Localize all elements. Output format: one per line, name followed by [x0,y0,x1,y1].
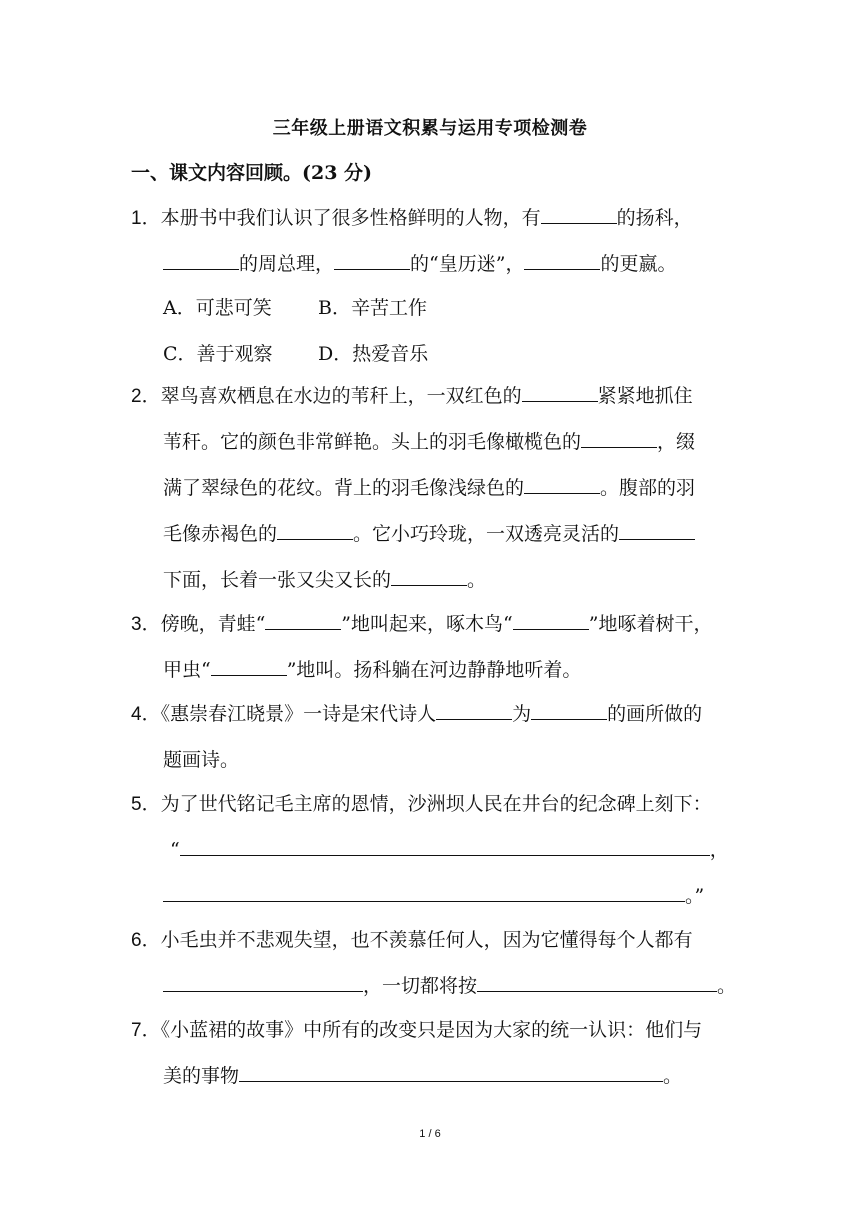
q6-line-2: ，一切都将按 。 [163,972,736,1000]
fill-blank[interactable] [239,1063,663,1082]
fill-blank[interactable] [163,883,685,902]
q7-line-2: 美的事物 。 [163,1065,683,1087]
fill-blank[interactable] [334,251,410,270]
q5-line-3: 。” [163,882,704,910]
q6-number: 6． [131,930,161,951]
q1-option-d: D．热爱音乐 [318,343,429,365]
q2-line-2: 苇秆。它的颜色非常鲜艳。头上的羽毛像橄榄色的 ，缀 [163,431,696,453]
q3-number: 3． [131,614,161,635]
q1-line-1: 1．本册书中我们认识了很多性格鲜明的人物，有 的扬科， [131,207,693,229]
fill-blank[interactable] [522,383,598,402]
q4-line-2: 题画诗。 [163,749,240,771]
fill-blank[interactable] [436,701,512,720]
fill-blank[interactable] [619,521,695,540]
q1-option-b: B．辛苦工作 [318,297,427,319]
q5-line-1: 5．为了世代铭记毛主席的恩情，沙洲坝人民在井台的纪念碑上刻下： [131,793,712,815]
fill-blank[interactable] [513,611,589,630]
fill-blank[interactable] [163,251,239,270]
q2-line-3: 满了翠绿色的花纹。背上的羽毛像浅绿色的 。腹部的羽 [163,477,696,499]
q5-line-2: “ ， [170,839,729,861]
q1-option-c: C．善于观察 [163,343,273,365]
q2-line-4: 毛像赤褐色的 。它小巧玲珑，一双透亮灵活的 [163,520,695,548]
q5-number: 5． [131,794,161,815]
fill-blank[interactable] [391,567,467,586]
q7-number: 7． [131,1020,161,1041]
fill-blank[interactable] [581,429,657,448]
q6-line-1: 6．小毛虫并不悲观失望，也不羡慕任何人，因为它懂得每个人都有 [131,929,693,951]
fill-blank[interactable] [477,973,717,992]
fill-blank[interactable] [524,251,600,270]
q3-line-2: 甲虫“ ”地叫。扬科躺在河边静静地听着。 [163,659,582,681]
q2-number: 2． [131,386,161,407]
q4-number: 4． [131,704,161,725]
fill-blank[interactable] [180,837,710,856]
q2-line-1: 2．翠鸟喜欢栖息在水边的苇秆上，一双红色的 紧紧地抓住 [131,385,693,407]
q2-line-5: 下面，长着一张又尖又长的 。 [163,569,487,591]
q3-line-1: 3．傍晚，青蛙“ ”地叫起来，啄木鸟“ ”地啄着树干， [131,613,713,635]
fill-blank[interactable] [541,205,617,224]
fill-blank[interactable] [531,701,607,720]
fill-blank[interactable] [524,475,600,494]
section-heading: 一、课文内容回顾。(23 分) [131,162,373,184]
fill-blank[interactable] [277,521,353,540]
fill-blank[interactable] [265,611,341,630]
q4-line-1: 4．《惠崇春江晓景》一诗是宋代诗人 为 的画所做的 [131,703,703,725]
q1-option-a: A．可悲可笑 [163,297,272,319]
page-number: 1 / 6 [419,1128,441,1140]
q1-line-2: 的周总理， 的“皇历迷”， 的更嬴。 [163,250,676,278]
q7-line-1: 7．《小蓝裙的故事》中所有的改变只是因为大家的统一认识：他们与 [131,1019,703,1041]
fill-blank[interactable] [211,657,287,676]
fill-blank[interactable] [163,973,363,992]
page-title: 三年级上册语文积累与运用专项检测卷 [272,118,588,139]
q1-number: 1． [131,208,161,229]
